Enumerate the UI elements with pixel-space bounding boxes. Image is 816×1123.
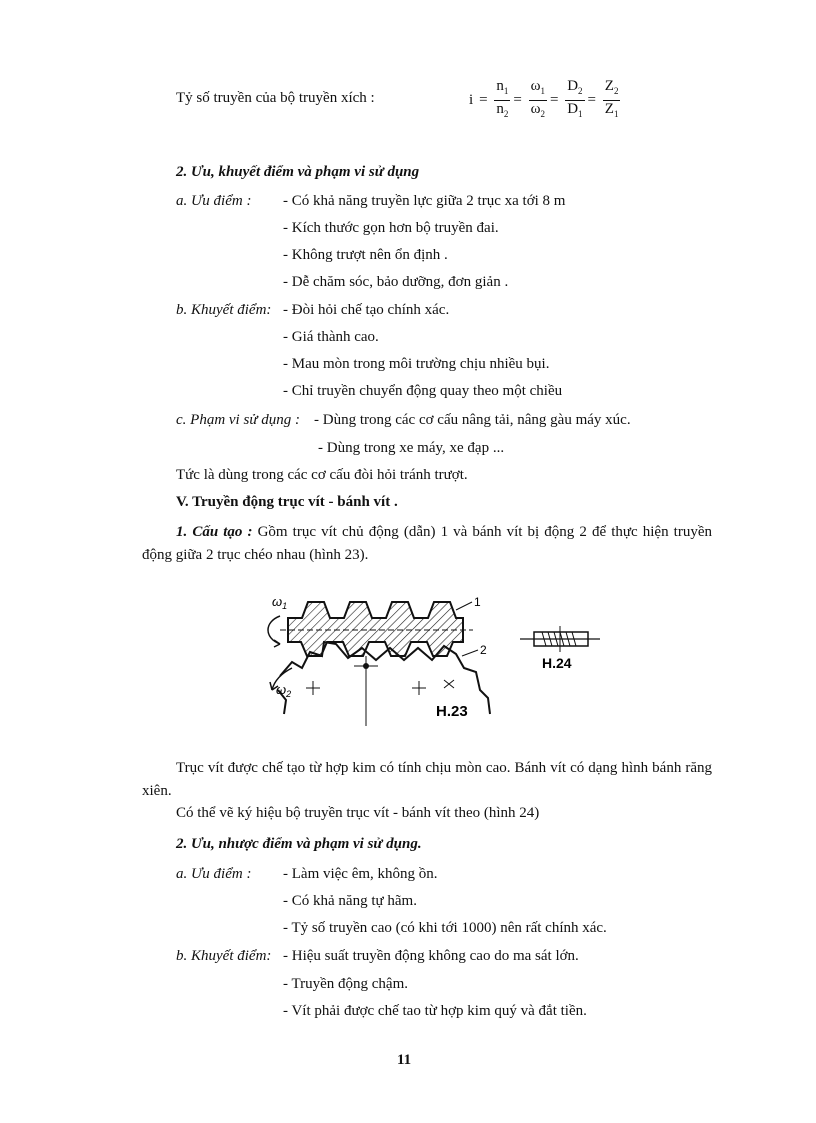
- section1-adv-item: - Không trượt nên ổn định .: [283, 247, 448, 263]
- section1-scope-item: - Dùng trong xe máy, xe đạp ...: [318, 440, 505, 456]
- section2-dis-item: - Hiệu suất truyền động không cao do ma sát lớn.: [283, 948, 579, 964]
- section1-adv-item: - Kích thước gọn hơn bộ truyền đai.: [283, 220, 499, 236]
- section1-dis-item: - Chỉ truyền chuyển động quay theo một chiều: [283, 383, 563, 399]
- section1-conclusion: Tức là dùng trong các cơ cấu đòi hỏi tránh trượt.: [176, 467, 468, 483]
- worm-gear-figure: [258, 580, 508, 726]
- caption-h23: H.23: [436, 703, 468, 720]
- structure-text: Gồm trục vít chủ động (dẫn) 1 và bánh vít bị động 2 để thực hiện truyền động giữa 2 trục chéo nhau (hình 23).: [142, 524, 712, 563]
- formula-term-n: $\frac{n_1}{n_2}$: [496, 78, 509, 119]
- worm-gear-symbol-figure: [520, 626, 600, 670]
- section1-dis-label: b. Khuyết điểm:: [176, 302, 272, 318]
- omega1-arrow-icon: [268, 616, 280, 644]
- material-paragraph: Trục vít được chế tạo từ hợp kim có tính chịu mòn cao. Bánh vít có dạng hình bánh răng xiên.: [142, 760, 712, 799]
- section1-dis-item: - Giá thành cao.: [283, 329, 379, 345]
- section2-dis-item: - Truyền động chậm.: [283, 976, 408, 992]
- structure-label: 1. Cấu tạo :: [176, 524, 253, 540]
- section2-dis-label: b. Khuyết điểm:: [176, 948, 272, 964]
- omega2-label: $\omega_2$: [276, 682, 292, 699]
- label-1: 1: [474, 595, 481, 609]
- formula-term-z: $\frac{Z_2}{Z_1}$: [604, 78, 619, 119]
- section2-dis-item: - Vít phải được chế tao từ hợp kim quý và đắt tiền.: [283, 1003, 587, 1019]
- section1-dis-item: - Đòi hỏi chế tạo chính xác.: [283, 302, 450, 318]
- symbol-paragraph: Có thể vẽ ký hiệu bộ truyền trục vít - bánh vít theo (hình 24): [176, 805, 540, 821]
- section1-scope-label: c. Phạm vi sử dụng :: [176, 412, 300, 428]
- section2-adv-label: a. Ưu điểm :: [176, 866, 252, 882]
- formula-term-omega: $\frac{\omega_1}{\omega_2}$: [530, 78, 545, 119]
- section1-scope-item: - Dùng trong các cơ cấu nâng tải, nâng gàu máy xúc.: [314, 412, 631, 428]
- formula-term-d: $\frac{D_2}{D_1}$: [567, 78, 583, 119]
- page-number: 11: [397, 1052, 412, 1068]
- omega1-label: $\omega_1$: [272, 594, 288, 611]
- section1-adv-item: - Dễ chăm sóc, bảo dưỡng, đơn giản .: [283, 274, 509, 290]
- section1-adv-item: - Có khả năng truyền lực giữa 2 trục xa tới 8 m: [283, 193, 566, 209]
- section2-heading: 2. Ưu, nhược điểm và phạm vi sử dụng.: [176, 836, 422, 852]
- label-2: 2: [480, 643, 487, 657]
- section2-adv-item: - Có khả năng tự hãm.: [283, 893, 417, 909]
- caption-h24: H.24: [542, 655, 572, 670]
- formula-lhs: i: [469, 92, 474, 108]
- section1-dis-item: - Mau mòn trong môi trường chịu nhiều bụi.: [283, 356, 550, 372]
- section1-adv-label: a. Ưu điểm :: [176, 193, 252, 209]
- formula-label: Tỷ số truyền của bộ truyền xích :: [176, 90, 375, 106]
- section2-adv-item: - Làm việc êm, không ồn.: [283, 866, 438, 882]
- section1-heading: 2. Ưu, khuyết điểm và phạm vi sử dụng: [176, 164, 420, 180]
- structure-paragraph: [142, 521, 712, 567]
- section2-adv-item: - Tỷ số truyền cao (có khi tới 1000) nên rất chính xác.: [283, 920, 607, 936]
- section-v-heading: V. Truyền động trục vít - bánh vít .: [176, 494, 398, 510]
- gear-ratio-formula: i = $\frac{n_1}{n_2}$ = $\frac{\omega_1}{\omega_2}$ = $\frac{D_2}{D_1}$ = $\frac{Z_2}{Z_1}$: [466, 78, 620, 123]
- worm-shaft: [288, 602, 463, 656]
